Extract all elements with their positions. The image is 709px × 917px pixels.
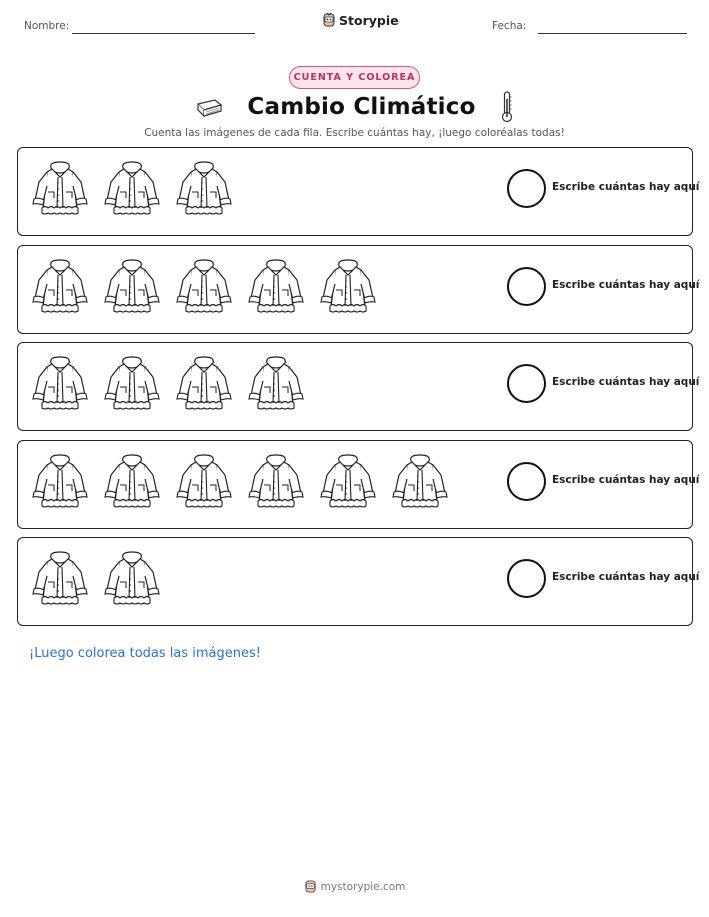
thermometer-icon [500, 91, 514, 123]
coat-icon [102, 160, 162, 216]
date-label: Fecha: [492, 20, 527, 32]
coat-icon [102, 258, 162, 314]
coat-icon [30, 258, 90, 314]
name-field[interactable] [72, 33, 255, 34]
answer-label: Escribe cuántas hay aquí [552, 279, 700, 291]
coat-icon [174, 453, 234, 509]
coat-icon [30, 355, 90, 411]
coats-group [30, 160, 234, 216]
storypie-mascot-icon [322, 12, 336, 28]
coat-icon [318, 453, 378, 509]
coats-group [30, 258, 378, 314]
coat-icon [30, 453, 90, 509]
coat-icon [246, 355, 306, 411]
activity-badge: CUENTA Y COLOREA [289, 66, 420, 89]
coats-group [30, 355, 306, 411]
coat-icon [390, 453, 450, 509]
date-field[interactable] [538, 33, 687, 34]
instructions: Cuenta las imágenes de cada fila. Escribe cuántas hay, ¡luego coloréalas todas! [144, 127, 565, 139]
brand-name: Storypie [339, 12, 399, 28]
answer-circle[interactable] [507, 559, 546, 598]
coat-icon [174, 160, 234, 216]
counting-row-3 [17, 342, 700, 431]
counting-row-1 [17, 147, 700, 236]
coat-icon [102, 550, 162, 606]
answer-label: Escribe cuántas hay aquí [552, 571, 700, 583]
coats-group [30, 550, 162, 606]
coat-icon [30, 160, 90, 216]
answer-circle[interactable] [507, 462, 546, 501]
site-url: mystorypie.com [320, 880, 406, 893]
site-footer [0, 879, 709, 894]
counting-row-5 [17, 537, 700, 626]
footer-note: ¡Luego colorea todas las imágenes! [29, 646, 261, 661]
counting-row-4 [17, 440, 700, 529]
answer-circle[interactable] [507, 364, 546, 403]
counting-row-2 [17, 245, 700, 334]
coat-icon [102, 355, 162, 411]
coat-icon [174, 355, 234, 411]
answer-label: Escribe cuántas hay aquí [552, 181, 700, 193]
name-label: Nombre: [24, 20, 70, 32]
answer-label: Escribe cuántas hay aquí [552, 376, 700, 388]
coat-icon [246, 453, 306, 509]
coat-icon [102, 453, 162, 509]
storypie-mascot-icon [304, 879, 317, 894]
answer-circle[interactable] [507, 267, 546, 306]
answer-circle[interactable] [507, 169, 546, 208]
coat-icon [30, 550, 90, 606]
coats-group [30, 453, 450, 509]
brand-logo [322, 12, 399, 28]
coat-icon [246, 258, 306, 314]
coat-icon [318, 258, 378, 314]
book-icon [195, 96, 223, 118]
title-row [0, 90, 709, 124]
page-title: Cambio Climático [247, 94, 476, 120]
coat-icon [174, 258, 234, 314]
answer-label: Escribe cuántas hay aquí [552, 474, 700, 486]
